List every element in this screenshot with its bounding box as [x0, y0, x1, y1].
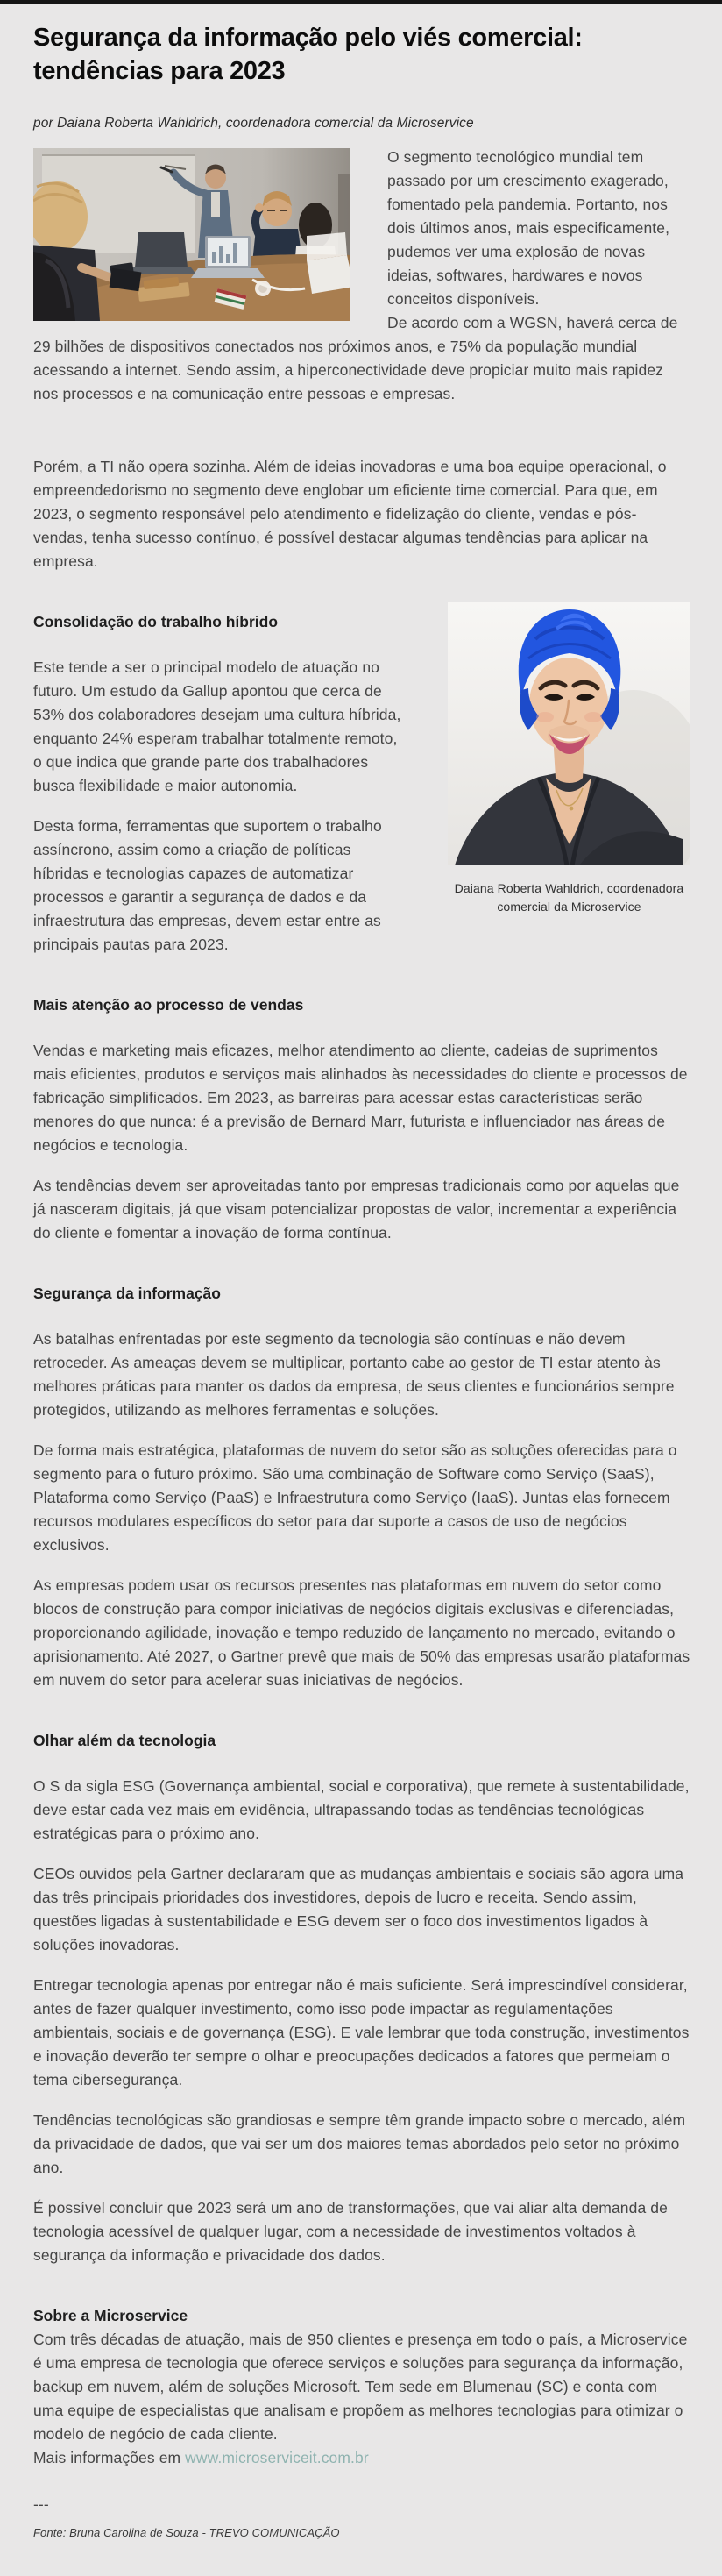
- intro-paragraph-1: O segmento tecnológico mundial tem passado por um crescimento exagerado, fomentado pela pandemia. Portanto, nos dois últimos anos, mais especificamente, pudemos ver uma explosão de novas ideias, softwares, hardwares e novos conceitos disponíveis.: [387, 148, 670, 308]
- source-credit: Fonte: Bruna Carolina de Souza - TREVO COMUNICAÇÃO: [33, 2526, 340, 2539]
- paragraph-blocos-construcao: As empresas podem usar os recursos presentes nas plataformas em nuvem do setor como blocos de construção para compor iniciativas de negócios digitais exclusivas e diferenciadas, proporcionando agilidade, inovação e tempo reduzido de lançamento no mercado, evitando o aprisionamento. Até 2027, o Gartner prevê que mais de 50% das empresas usarão plataformas em nuvem do setor para acelerar suas iniciativas de negócios.: [33, 1576, 690, 1689]
- page-title: Segurança da informação pelo viés comercial: tendências para 2023: [33, 24, 583, 85]
- meeting-photo: [33, 148, 350, 321]
- article-body: [33, 146, 690, 2541]
- paragraph-este-tende: Este tende a ser o principal modelo de atuação no futuro. Um estudo da Gallup apontou que cerca de 53% dos colaboradores desejam uma cultura híbrida, enquanto 24% esperam trabalhar totalmente remoto, o que indica que grande parte dos trabalhadores busca flexibilidade e maior autonomia.: [33, 658, 401, 794]
- paragraph-tendencias-grandiosas: Tendências tecnológicas são grandiosas e sempre têm grande impacto sobre o mercado, além da privacidade de dados, que vai ser um dos maiores temas abordados pelo setor no próximo ano.: [33, 2111, 686, 2176]
- heading-trabalho-hibrido: Consolidação do trabalho híbrido: [33, 613, 279, 630]
- heading-processo-vendas: Mais atenção ao processo de vendas: [33, 996, 304, 1014]
- separator: ---: [33, 2495, 49, 2513]
- paragraph-porem: Porém, a TI não opera sozinha. Além de ideias inovadoras e uma boa equipe operacional, o empreendedorismo no segmento deve englobar um eficiente time comercial. Para que, em 2023, o segmento responsável pelo atendimento e fidelização do cliente, vendas e pós-vendas, tenha sucesso contínuo, é possível destacar algumas tendências para aplicar na empresa.: [33, 458, 667, 570]
- heading-seguranca-informacao: Segurança da informação: [33, 1284, 221, 1302]
- heading-olhar-alem: Olhar além da tecnologia: [33, 1732, 216, 1749]
- portrait-caption: Daiana Roberta Wahldrich, coordenadora comercial da Microservice: [454, 881, 684, 914]
- author-portrait-block: [448, 602, 690, 916]
- paragraph-tendencias-aproveitadas: As tendências devem ser aproveitadas tanto por empresas tradicionais como por aquelas que já nasceram digitais, já que visam potencializar propostas de valor, incrementar a experiência do cliente e fomentar a inovação de forma contínua.: [33, 1177, 680, 1242]
- paragraph-vendas-marketing: Vendas e marketing mais eficazes, melhor atendimento ao cliente, cadeias de suprimentos mais eficientes, produtos e serviços mais alinhados às necessidades do cliente e processos de fabricação simplificados. Em 2023, as barreiras para acessar estas características serão menores do que nunca: é a previsão de Bernard Marr, futurista e influenciador nas áreas de negócios e tecnologia.: [33, 1042, 688, 1154]
- more-info-line: [33, 2446, 690, 2470]
- paragraph-conclusao-2023: É possível concluir que 2023 será um ano de transformações, que vai aliar alta demanda de tecnologia acessível de qualquer lugar, com a necessidade de investimentos voltados à segurança da informação e privacidade dos dados.: [33, 2199, 668, 2264]
- byline: por Daiana Roberta Wahldrich, coordenadora comercial da Microservice: [33, 116, 474, 131]
- top-border: [0, 0, 722, 4]
- paragraph-desta-forma: Desta forma, ferramentas que suportem o trabalho assíncrono, assim como a criação de políticas híbridas e tecnologias capazes de automatizar processos e garantir a segurança de dados e da infraestrutura das empresas, devem estar entre as principais pautas para 2023.: [33, 817, 382, 953]
- paragraph-esg: O S da sigla ESG (Governança ambiental, social e corporativa), que remete à sustentabilidade, deve estar cada vez mais em evidência, ultrapassando todas as tendências tecnológicas estratégicas para o próximo ano.: [33, 1777, 690, 1842]
- portrait-photo: [448, 602, 690, 865]
- paragraph-ceos-gartner: CEOs ouvidos pela Gartner declararam que as mudanças ambientais e sociais são agora uma das três principais prioridades dos investidores, depois de lucro e receita. Sendo assim, questões ligadas à sustentabilidade e ESG devem ser o foco dos investimentos ligados à soluções inovadoras.: [33, 1865, 684, 1953]
- more-info-prefix: Mais informações em: [33, 2449, 186, 2466]
- microservice-link[interactable]: www.microserviceit.com.br: [185, 2449, 369, 2466]
- intro-paragraph-2: De acordo com a WGSN, haverá cerca de 29 bilhões de dispositivos conectados nos próximos anos, e 75% da população mundial acessando a internet. Sendo assim, a hiperconectividade deve propiciar muito mais rapidez nos processos e na comunicação entre pessoas e empresas.: [33, 314, 678, 402]
- paragraph-entregar-tecnologia: Entregar tecnologia apenas por entregar não é mais suficiente. Será imprescindível considerar, antes de fazer qualquer investimento, como isso pode impactar as regulamentações ambientais, sociais e de governança (ESG). E vale lembrar que toda construção, investimentos e inovação deverão ter sempre o olhar e preocupações dedicados a fatores que permeiam o tema cibersegurança.: [33, 1976, 690, 2089]
- meeting-photo-illustration: [33, 148, 350, 321]
- heading-sobre-microservice: Sobre a Microservice: [33, 2307, 188, 2324]
- portrait-photo-illustration: [448, 602, 690, 865]
- paragraph-plataformas-nuvem: De forma mais estratégica, plataformas de nuvem do setor são as soluções oferecidas para o segmento para o futuro próximo. São uma combinação de Software como Serviço (SaaS), Plataforma como Serviço (PaaS) e Infraestrutura como Serviço (IaaS). Juntas elas fornecem recursos modulares específicos do setor para dar suporte a casos de uso de negócios exclusivos.: [33, 1441, 677, 1554]
- paragraph-sobre-microservice: Com três décadas de atuação, mais de 950 clientes e presença em todo o país, a Microservice é uma empresa de tecnologia que oferece serviços e soluções para segurança da informação, backup em nuvem, além de soluções Microsoft. Tem sede em Blumenau (SC) e conta com uma equipe de especialistas que analisam e propõem as melhores tecnologias para otimizar o modelo de negócio de cada cliente.: [33, 2330, 688, 2443]
- paragraph-batalhas: As batalhas enfrentadas por este segmento da tecnologia são contínuas e não devem retroceder. As ameaças devem se multiplicar, portanto cabe ao gestor de TI estar atento às melhores práticas para manter os dados da empresa, de seus clientes e funcionários sempre protegidos, utilizando as melhores ferramentas e soluções.: [33, 1330, 675, 1419]
- article-page: [0, 21, 722, 2576]
